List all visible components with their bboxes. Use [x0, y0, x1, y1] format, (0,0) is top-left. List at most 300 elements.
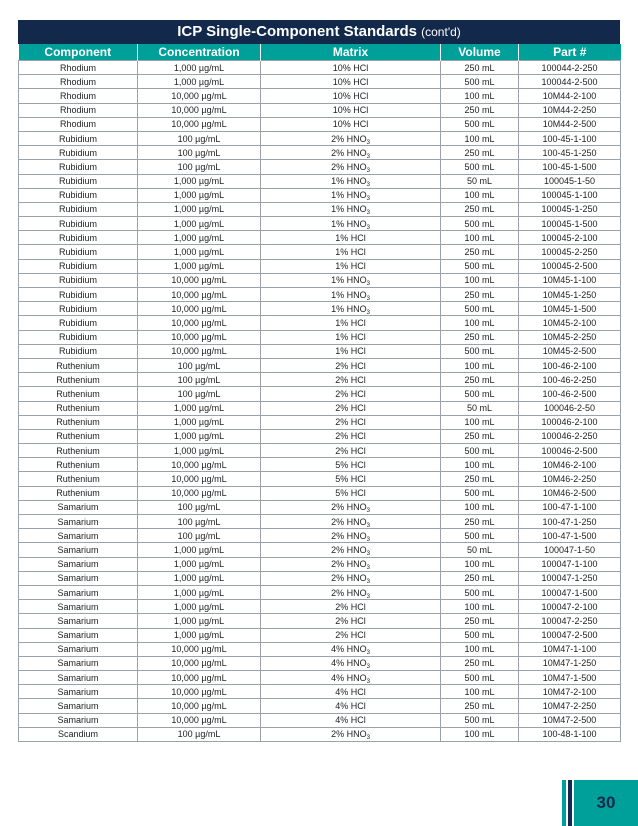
cell-component: Scandium	[19, 727, 138, 741]
cell-concentration: 1,000 µg/mL	[138, 174, 261, 188]
cell-matrix: 1% HCl	[261, 344, 441, 358]
cell-concentration: 10,000 µg/mL	[138, 656, 261, 670]
cell-volume: 100 mL	[441, 642, 519, 656]
cell-component: Samarium	[19, 515, 138, 529]
cell-part-number: 100-45-1-500	[519, 160, 621, 174]
cell-volume: 250 mL	[441, 571, 519, 585]
cell-volume: 250 mL	[441, 245, 519, 259]
table-row	[19, 458, 621, 472]
cell-part-number: 100045-2-100	[519, 231, 621, 245]
table-row	[19, 529, 621, 543]
cell-concentration: 10,000 µg/mL	[138, 103, 261, 117]
cell-matrix: 1% HCl	[261, 316, 441, 330]
cell-component: Rubidium	[19, 231, 138, 245]
cell-concentration: 1,000 µg/mL	[138, 202, 261, 216]
cell-matrix: 2% $HNO_3$	[261, 543, 441, 557]
table-row	[19, 713, 621, 727]
cell-matrix: 2% $HNO_3$	[261, 529, 441, 543]
footer-stripe-teal	[562, 780, 566, 826]
cell-volume: 500 mL	[441, 444, 519, 458]
table-row	[19, 316, 621, 330]
cell-part-number: 100047-2-100	[519, 600, 621, 614]
cell-matrix: 1% $HNO_3$	[261, 273, 441, 287]
cell-component: Samarium	[19, 500, 138, 514]
cell-concentration: 1,000 µg/mL	[138, 231, 261, 245]
cell-concentration: 100 µg/mL	[138, 515, 261, 529]
cell-matrix: 10% HCl	[261, 75, 441, 89]
cell-concentration: 100 µg/mL	[138, 529, 261, 543]
cell-volume: 250 mL	[441, 472, 519, 486]
cell-matrix: 2% $HNO_3$	[261, 500, 441, 514]
cell-component: Rubidium	[19, 174, 138, 188]
cell-concentration: 10,000 µg/mL	[138, 685, 261, 699]
cell-component: Ruthenium	[19, 444, 138, 458]
table-row	[19, 444, 621, 458]
cell-volume: 100 mL	[441, 600, 519, 614]
cell-part-number: 100045-1-100	[519, 188, 621, 202]
cell-component: Ruthenium	[19, 415, 138, 429]
cell-matrix: 2% $HNO_3$	[261, 571, 441, 585]
cell-component: Ruthenium	[19, 358, 138, 372]
cell-volume: 250 mL	[441, 656, 519, 670]
cell-component: Rubidium	[19, 160, 138, 174]
cell-part-number: 100-45-1-100	[519, 131, 621, 145]
table-row	[19, 727, 621, 741]
cell-volume: 250 mL	[441, 614, 519, 628]
cell-matrix: 2% HCl	[261, 628, 441, 642]
cell-part-number: 10M45-2-500	[519, 344, 621, 358]
cell-matrix: 2% HCl	[261, 444, 441, 458]
cell-matrix: 1% HCl	[261, 231, 441, 245]
cell-component: Ruthenium	[19, 458, 138, 472]
cell-part-number: 10M46-2-100	[519, 458, 621, 472]
cell-concentration: 1,000 µg/mL	[138, 614, 261, 628]
column-header-matrix: Matrix	[261, 44, 441, 61]
cell-volume: 100 mL	[441, 500, 519, 514]
cell-volume: 500 mL	[441, 160, 519, 174]
cell-volume: 250 mL	[441, 103, 519, 117]
cell-part-number: 100045-2-500	[519, 259, 621, 273]
table-row	[19, 543, 621, 557]
table-row	[19, 131, 621, 145]
table-row	[19, 273, 621, 287]
cell-concentration: 100 µg/mL	[138, 387, 261, 401]
table-row	[19, 500, 621, 514]
cell-concentration: 100 µg/mL	[138, 146, 261, 160]
table-row	[19, 515, 621, 529]
cell-matrix: 2% $HNO_3$	[261, 585, 441, 599]
cell-concentration: 1,000 µg/mL	[138, 571, 261, 585]
cell-volume: 250 mL	[441, 429, 519, 443]
cell-matrix: 2% HCl	[261, 387, 441, 401]
table-row	[19, 671, 621, 685]
cell-part-number: 10M44-2-100	[519, 89, 621, 103]
table-row	[19, 401, 621, 415]
cell-matrix: 1% HCl	[261, 245, 441, 259]
table-row	[19, 344, 621, 358]
column-header-volume: Volume	[441, 44, 519, 61]
cell-volume: 500 mL	[441, 302, 519, 316]
table-row	[19, 259, 621, 273]
cell-concentration: 10,000 µg/mL	[138, 458, 261, 472]
cell-matrix: 1% $HNO_3$	[261, 288, 441, 302]
cell-part-number: 100-46-2-250	[519, 373, 621, 387]
cell-volume: 500 mL	[441, 117, 519, 131]
cell-component: Rubidium	[19, 146, 138, 160]
cell-part-number: 10M45-2-250	[519, 330, 621, 344]
cell-volume: 100 mL	[441, 727, 519, 741]
cell-part-number: 10M45-1-100	[519, 273, 621, 287]
table-row	[19, 387, 621, 401]
cell-concentration: 1,000 µg/mL	[138, 245, 261, 259]
cell-part-number: 100047-1-50	[519, 543, 621, 557]
page-footer	[562, 780, 638, 826]
cell-component: Rhodium	[19, 117, 138, 131]
cell-part-number: 10M47-1-250	[519, 656, 621, 670]
cell-concentration: 1,000 µg/mL	[138, 75, 261, 89]
cell-concentration: 1,000 µg/mL	[138, 585, 261, 599]
cell-concentration: 1,000 µg/mL	[138, 401, 261, 415]
cell-volume: 500 mL	[441, 344, 519, 358]
table-row	[19, 89, 621, 103]
cell-component: Rhodium	[19, 75, 138, 89]
cell-component: Samarium	[19, 642, 138, 656]
cell-concentration: 100 µg/mL	[138, 358, 261, 372]
cell-matrix: 2% HCl	[261, 614, 441, 628]
cell-concentration: 1,000 µg/mL	[138, 61, 261, 75]
cell-concentration: 1,000 µg/mL	[138, 444, 261, 458]
cell-part-number: 10M47-2-250	[519, 699, 621, 713]
cell-matrix: 2% $HNO_3$	[261, 160, 441, 174]
cell-matrix: 4% $HNO_3$	[261, 642, 441, 656]
cell-volume: 500 mL	[441, 486, 519, 500]
cell-part-number: 10M46-2-250	[519, 472, 621, 486]
table-row	[19, 685, 621, 699]
table-row	[19, 75, 621, 89]
cell-component: Rubidium	[19, 202, 138, 216]
cell-matrix: 2% $HNO_3$	[261, 727, 441, 741]
table-row	[19, 699, 621, 713]
cell-concentration: 100 µg/mL	[138, 727, 261, 741]
cell-component: Samarium	[19, 585, 138, 599]
cell-part-number: 100-47-1-100	[519, 500, 621, 514]
table-row	[19, 628, 621, 642]
table-row	[19, 642, 621, 656]
column-header-concentration: Concentration	[138, 44, 261, 61]
table-row	[19, 571, 621, 585]
cell-concentration: 10,000 µg/mL	[138, 288, 261, 302]
table-row	[19, 472, 621, 486]
cell-matrix: 5% HCl	[261, 486, 441, 500]
cell-component: Samarium	[19, 628, 138, 642]
cell-component: Ruthenium	[19, 486, 138, 500]
cell-volume: 500 mL	[441, 75, 519, 89]
cell-matrix: 2% $HNO_3$	[261, 557, 441, 571]
cell-component: Ruthenium	[19, 373, 138, 387]
cell-concentration: 100 µg/mL	[138, 500, 261, 514]
cell-component: Ruthenium	[19, 472, 138, 486]
cell-volume: 250 mL	[441, 699, 519, 713]
cell-matrix: 10% HCl	[261, 103, 441, 117]
cell-concentration: 100 µg/mL	[138, 160, 261, 174]
cell-part-number: 100-46-2-500	[519, 387, 621, 401]
cell-matrix: 4% $HNO_3$	[261, 656, 441, 670]
cell-matrix: 4% HCl	[261, 699, 441, 713]
cell-concentration: 100 µg/mL	[138, 373, 261, 387]
cell-part-number: 100044-2-500	[519, 75, 621, 89]
table-row	[19, 103, 621, 117]
cell-part-number: 100047-1-250	[519, 571, 621, 585]
cell-volume: 500 mL	[441, 529, 519, 543]
cell-matrix: 2% HCl	[261, 358, 441, 372]
cell-matrix: 10% HCl	[261, 89, 441, 103]
cell-component: Rubidium	[19, 288, 138, 302]
cell-matrix: 5% HCl	[261, 472, 441, 486]
cell-matrix: 2% HCl	[261, 373, 441, 387]
cell-volume: 50 mL	[441, 401, 519, 415]
cell-matrix: 2% $HNO_3$	[261, 146, 441, 160]
cell-concentration: 1,000 µg/mL	[138, 259, 261, 273]
cell-concentration: 10,000 µg/mL	[138, 330, 261, 344]
cell-part-number: 10M47-2-100	[519, 685, 621, 699]
cell-volume: 250 mL	[441, 515, 519, 529]
cell-part-number: 10M45-1-500	[519, 302, 621, 316]
cell-volume: 100 mL	[441, 415, 519, 429]
column-header-component: Component	[19, 44, 138, 61]
table-row	[19, 415, 621, 429]
table-row	[19, 373, 621, 387]
table-row	[19, 302, 621, 316]
cell-volume: 250 mL	[441, 61, 519, 75]
cell-volume: 100 mL	[441, 231, 519, 245]
cell-component: Rubidium	[19, 131, 138, 145]
cell-part-number: 100047-1-100	[519, 557, 621, 571]
cell-component: Samarium	[19, 713, 138, 727]
cell-concentration: 10,000 µg/mL	[138, 344, 261, 358]
table-row	[19, 146, 621, 160]
cell-part-number: 100046-2-100	[519, 415, 621, 429]
cell-part-number: 100-47-1-250	[519, 515, 621, 529]
cell-part-number: 100-45-1-250	[519, 146, 621, 160]
cell-component: Rubidium	[19, 316, 138, 330]
cell-concentration: 10,000 µg/mL	[138, 117, 261, 131]
cell-matrix: 1% HCl	[261, 259, 441, 273]
cell-part-number: 100-46-2-100	[519, 358, 621, 372]
cell-part-number: 100-47-1-500	[519, 529, 621, 543]
cell-component: Rubidium	[19, 217, 138, 231]
column-header-part-number: Part #	[519, 44, 621, 61]
cell-part-number: 100044-2-250	[519, 61, 621, 75]
table-row	[19, 585, 621, 599]
cell-concentration: 1,000 µg/mL	[138, 600, 261, 614]
table-row	[19, 160, 621, 174]
cell-concentration: 10,000 µg/mL	[138, 699, 261, 713]
cell-concentration: 1,000 µg/mL	[138, 628, 261, 642]
cell-component: Samarium	[19, 557, 138, 571]
cell-concentration: 1,000 µg/mL	[138, 217, 261, 231]
page-number: 30	[574, 780, 638, 826]
cell-volume: 500 mL	[441, 259, 519, 273]
cell-volume: 250 mL	[441, 146, 519, 160]
cell-matrix: 1% $HNO_3$	[261, 217, 441, 231]
cell-part-number: 10M45-2-100	[519, 316, 621, 330]
cell-matrix: 2% HCl	[261, 401, 441, 415]
cell-component: Samarium	[19, 571, 138, 585]
cell-component: Samarium	[19, 614, 138, 628]
cell-matrix: 1% HCl	[261, 330, 441, 344]
cell-component: Rhodium	[19, 103, 138, 117]
table-row	[19, 202, 621, 216]
cell-part-number: 10M44-2-250	[519, 103, 621, 117]
cell-concentration: 10,000 µg/mL	[138, 316, 261, 330]
table-row	[19, 117, 621, 131]
cell-volume: 100 mL	[441, 89, 519, 103]
cell-volume: 100 mL	[441, 557, 519, 571]
cell-concentration: 1,000 µg/mL	[138, 543, 261, 557]
cell-volume: 100 mL	[441, 188, 519, 202]
cell-component: Rubidium	[19, 330, 138, 344]
cell-part-number: 100045-1-250	[519, 202, 621, 216]
cell-matrix: 4% HCl	[261, 713, 441, 727]
cell-concentration: 10,000 µg/mL	[138, 302, 261, 316]
cell-matrix: 2% HCl	[261, 600, 441, 614]
cell-volume: 500 mL	[441, 585, 519, 599]
cell-component: Rhodium	[19, 61, 138, 75]
table-row	[19, 656, 621, 670]
cell-concentration: 1,000 µg/mL	[138, 188, 261, 202]
cell-part-number: 100047-1-500	[519, 585, 621, 599]
cell-volume: 100 mL	[441, 273, 519, 287]
cell-concentration: 100 µg/mL	[138, 131, 261, 145]
cell-matrix: 4% HCl	[261, 685, 441, 699]
cell-matrix: 1% $HNO_3$	[261, 188, 441, 202]
table-title-bar	[18, 20, 620, 44]
cell-concentration: 10,000 µg/mL	[138, 486, 261, 500]
cell-volume: 500 mL	[441, 387, 519, 401]
table-row	[19, 217, 621, 231]
cell-volume: 500 mL	[441, 217, 519, 231]
cell-part-number: 100047-2-250	[519, 614, 621, 628]
cell-part-number: 10M47-1-100	[519, 642, 621, 656]
cell-part-number: 100-48-1-100	[519, 727, 621, 741]
cell-part-number: 10M44-2-500	[519, 117, 621, 131]
cell-concentration: 1,000 µg/mL	[138, 557, 261, 571]
table-row	[19, 557, 621, 571]
cell-matrix: 5% HCl	[261, 458, 441, 472]
footer-stripe-navy	[568, 780, 572, 826]
cell-volume: 500 mL	[441, 628, 519, 642]
cell-part-number: 100047-2-500	[519, 628, 621, 642]
table-row	[19, 174, 621, 188]
cell-component: Samarium	[19, 600, 138, 614]
cell-volume: 500 mL	[441, 671, 519, 685]
cell-matrix: 1% $HNO_3$	[261, 302, 441, 316]
cell-matrix: 2% HCl	[261, 429, 441, 443]
cell-component: Samarium	[19, 656, 138, 670]
cell-volume: 100 mL	[441, 458, 519, 472]
cell-component: Rubidium	[19, 273, 138, 287]
cell-matrix: 1% $HNO_3$	[261, 174, 441, 188]
cell-concentration: 10,000 µg/mL	[138, 89, 261, 103]
cell-component: Rhodium	[19, 89, 138, 103]
cell-part-number: 10M45-1-250	[519, 288, 621, 302]
table-title: ICP Single-Component Standards	[177, 23, 417, 40]
cell-volume: 250 mL	[441, 373, 519, 387]
cell-volume: 250 mL	[441, 330, 519, 344]
table-title-suffix: (cont'd)	[421, 25, 461, 39]
cell-part-number: 100046-2-50	[519, 401, 621, 415]
table-row	[19, 61, 621, 75]
cell-volume: 250 mL	[441, 288, 519, 302]
cell-part-number: 100046-2-500	[519, 444, 621, 458]
cell-matrix: 10% HCl	[261, 117, 441, 131]
table-row	[19, 231, 621, 245]
cell-concentration: 1,000 µg/mL	[138, 429, 261, 443]
cell-part-number: 100045-2-250	[519, 245, 621, 259]
cell-part-number: 10M47-2-500	[519, 713, 621, 727]
cell-component: Rubidium	[19, 344, 138, 358]
table-row	[19, 188, 621, 202]
cell-part-number: 10M46-2-500	[519, 486, 621, 500]
table-body	[19, 61, 621, 742]
cell-component: Samarium	[19, 671, 138, 685]
table-row	[19, 486, 621, 500]
table-row	[19, 330, 621, 344]
cell-matrix: 10% HCl	[261, 61, 441, 75]
cell-component: Rubidium	[19, 245, 138, 259]
cell-component: Ruthenium	[19, 429, 138, 443]
cell-part-number: 100045-1-50	[519, 174, 621, 188]
cell-concentration: 10,000 µg/mL	[138, 472, 261, 486]
cell-volume: 100 mL	[441, 685, 519, 699]
cell-part-number: 100045-1-500	[519, 217, 621, 231]
cell-matrix: 4% $HNO_3$	[261, 671, 441, 685]
cell-matrix: 2% $HNO_3$	[261, 515, 441, 529]
cell-component: Ruthenium	[19, 387, 138, 401]
cell-matrix: 2% HCl	[261, 415, 441, 429]
cell-volume: 50 mL	[441, 543, 519, 557]
cell-component: Rubidium	[19, 259, 138, 273]
table-row	[19, 614, 621, 628]
table-row	[19, 245, 621, 259]
standards-table	[18, 44, 621, 742]
cell-component: Samarium	[19, 699, 138, 713]
cell-component: Ruthenium	[19, 401, 138, 415]
cell-concentration: 1,000 µg/mL	[138, 415, 261, 429]
table-row	[19, 600, 621, 614]
cell-part-number: 100046-2-250	[519, 429, 621, 443]
cell-component: Samarium	[19, 543, 138, 557]
table-row	[19, 358, 621, 372]
cell-component: Samarium	[19, 685, 138, 699]
cell-concentration: 10,000 µg/mL	[138, 273, 261, 287]
table-row	[19, 288, 621, 302]
cell-matrix: 2% $HNO_3$	[261, 131, 441, 145]
cell-part-number: 10M47-1-500	[519, 671, 621, 685]
cell-volume: 100 mL	[441, 131, 519, 145]
cell-component: Rubidium	[19, 302, 138, 316]
cell-component: Samarium	[19, 529, 138, 543]
cell-concentration: 10,000 µg/mL	[138, 671, 261, 685]
cell-concentration: 10,000 µg/mL	[138, 713, 261, 727]
cell-volume: 500 mL	[441, 713, 519, 727]
cell-component: Rubidium	[19, 188, 138, 202]
cell-volume: 50 mL	[441, 174, 519, 188]
cell-volume: 100 mL	[441, 358, 519, 372]
table-header-row	[19, 44, 621, 61]
cell-concentration: 10,000 µg/mL	[138, 642, 261, 656]
cell-matrix: 1% $HNO_3$	[261, 202, 441, 216]
